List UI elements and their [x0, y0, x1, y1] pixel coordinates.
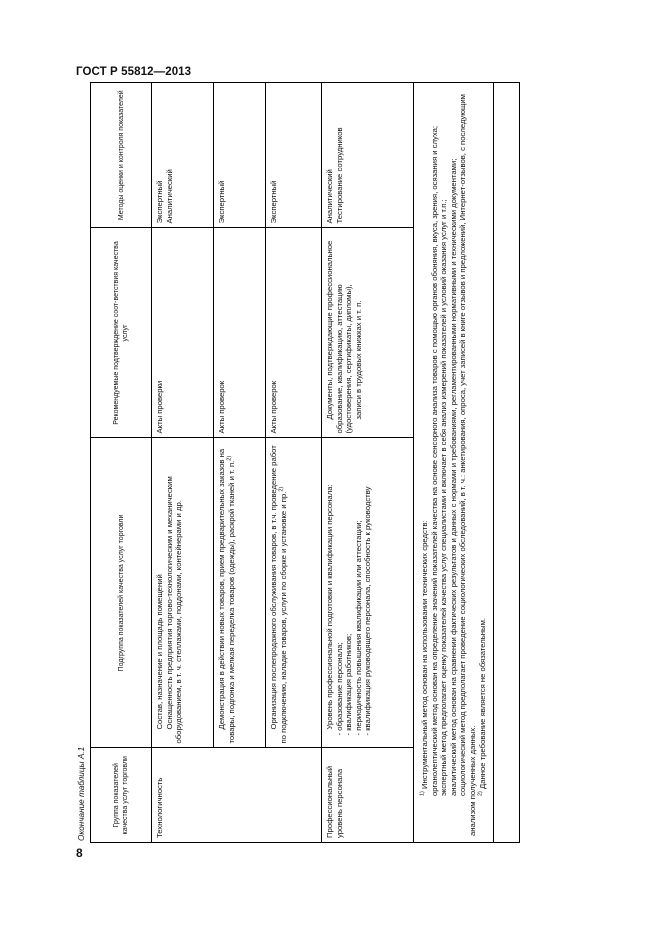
method-line: Тестирование сотрудников [334, 127, 344, 224]
cell-group: Профессиональный уровень персонала [322, 748, 414, 842]
cell-line: Уровень профессиональной подготовки и квалификации персонала: [325, 484, 334, 730]
cell-line: Документы, подтверждающие профессиональное образование, квалификацию, аттестацию (удостоверения, сертификаты, дипломы), [325, 240, 354, 434]
cell-subgroup [152, 438, 214, 748]
note-line: экспертный метод предполагает оценку показателей качества услуг специалистами и включает в себя анализ измерений показателей и условий оказания услуг и т.п.; [439, 199, 449, 796]
cell-confirmation: Акты проверок [266, 228, 322, 438]
quality-indicators-table [91, 83, 494, 842]
col-header-group: Группа показателей качества услуг торговли [91, 748, 152, 842]
cell-confirmation: Акты проверки [152, 228, 214, 438]
method-line: Аналитический [325, 169, 334, 224]
note-line: $^{2)}$ Данное требование является не обязательным. [477, 618, 487, 796]
note-line: органолептический метод основан на определение значений показателей качества на основе сенсорного анализа товаров с помощью органов обоняния, вкуса, зрения, осязания и слуха; [429, 125, 439, 796]
cell-methods [152, 83, 214, 228]
list-item: - квалификация работников; [344, 633, 354, 736]
cell-confirmation: Акты проверок [214, 228, 266, 438]
cell-line: Демонстрация в действии новых товаров, прием предварительных заказов на товары, подгонка и мелкая переделка товаров (одежды), раскрой тканей и т. п.$^{2)}$ [217, 448, 236, 744]
rotated-table-area [76, 80, 520, 843]
cell-group: Технологичность [152, 748, 322, 842]
table-row [266, 83, 322, 842]
table-notes [414, 83, 494, 842]
cell-line: Оснащенность предприятия торгово-технологическим и механическим оборудованием, в т. ч. стеллажами, поддонами, контейнерами и др. [164, 476, 184, 744]
cell-line: Состав, назначение и площадь помещений [155, 574, 164, 730]
col-header-subgroup: Подгруппа показателей качества услуг торговли [91, 438, 152, 748]
method-line: Аналитический [164, 169, 174, 224]
cell-subgroup [266, 438, 322, 748]
table-row [152, 83, 214, 842]
cell-subgroup [214, 438, 266, 748]
cell-methods: Экспертный [266, 83, 322, 228]
notes-row [414, 83, 494, 842]
cell-methods [322, 83, 414, 228]
note-line: социологический метод предполагает проведение социологических обследований, в т. ч.: анкетирования, опроса, учет записей в книге отзывов и предложений, Интернет-отзывов, с последующим анализом полученных данных. [458, 94, 477, 836]
col-header-methods: Методы оценки и контроля показателей [91, 83, 152, 228]
list-item: - квалификация руководящего персонала, способность к руководству [363, 486, 373, 736]
cell-methods: Экспертный [214, 83, 266, 228]
table-row [322, 83, 414, 842]
table-header-row [91, 83, 152, 842]
cell-confirmation [322, 228, 414, 438]
cell-line: записи в трудовых книжках и т. п. [353, 300, 363, 420]
table-frame [90, 82, 520, 843]
note-line: аналитический метод основан на сравнении фактических результатов и данных с нормами и требованиями, регламентированными нормативными и техническими документами; [448, 158, 458, 796]
list-item: - периодичность повышения квалификации или аттестации; [353, 520, 363, 736]
page-number: 8 [76, 846, 83, 860]
cell-subgroup [322, 438, 414, 748]
col-header-confirmation: Рекомендуемые подтверждение соот-ветствия качества услуг [91, 228, 152, 438]
list-item: - образование персонала; [334, 642, 344, 736]
note-line: $^{1)}$ Инструментальный метод основан на использовании технических средств: [419, 520, 429, 796]
table-caption: Окончание таблицы А.1 [77, 746, 86, 841]
standard-header: ГОСТ Р 55812—2013 [76, 66, 192, 78]
cell-line: Организация послепродажного обслуживания товаров, в т.ч. проведение работ по подключению, наладке товаров, услуги по сборке и установке и пр.$^{2)}$ [269, 445, 288, 744]
table-row [214, 83, 266, 842]
method-line: Экспертный [155, 180, 164, 224]
